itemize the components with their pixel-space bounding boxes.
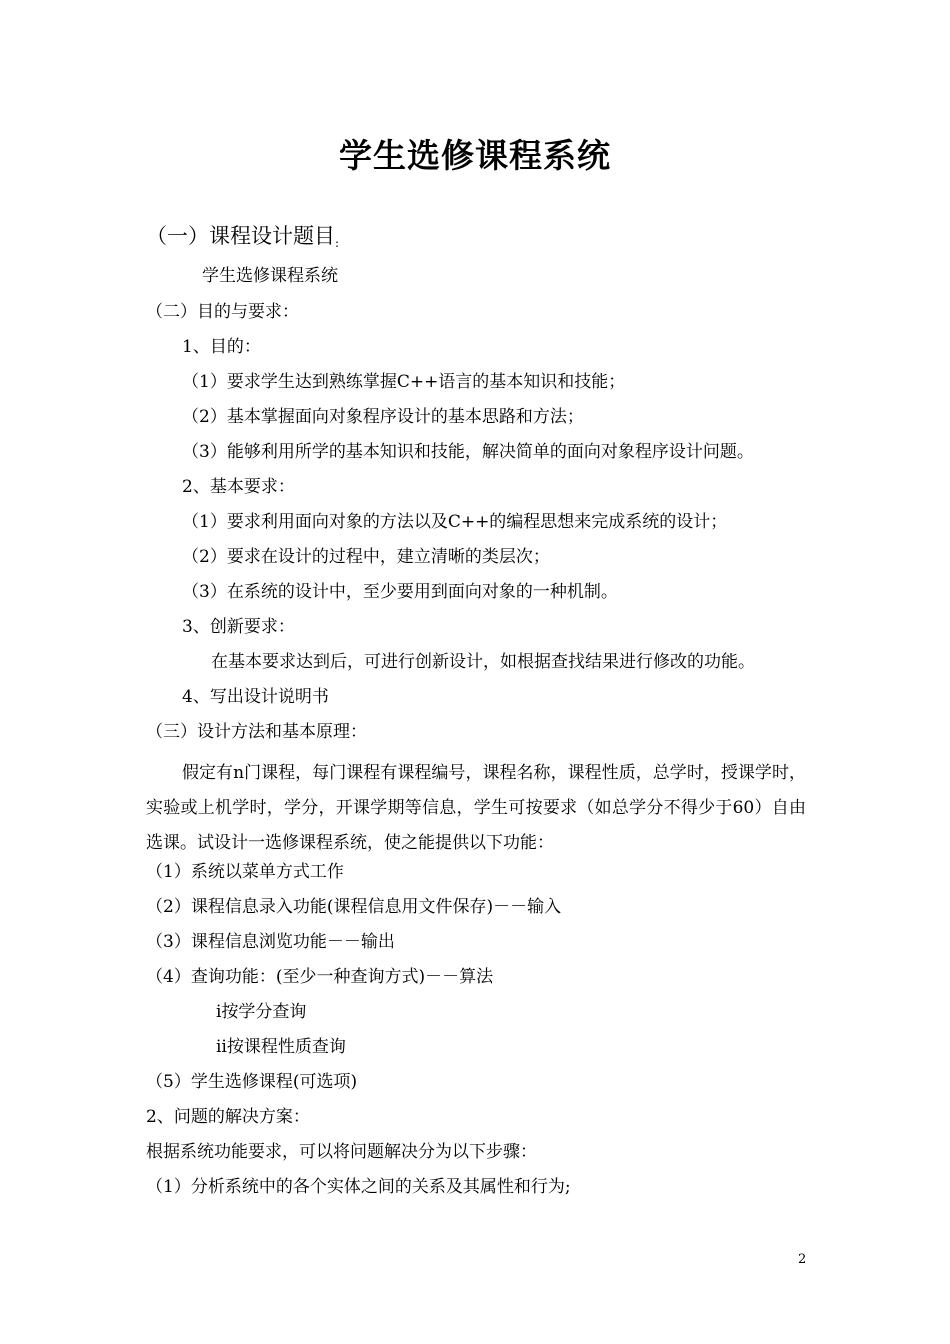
section-3-paragraph: 假定有n门课程，每门课程有课程编号，课程名称，课程性质，总学时，授课学时，实验或上机学时，学分，开课学期等信息，学生可按要求（如总学分不得少于60）自由选课。试设计一选修课程系统，使之能提供以下功能： bbox=[146, 763, 806, 853]
page-number: 2 bbox=[798, 1252, 807, 1267]
section-1-heading-text: （一）课程设计题目 bbox=[146, 224, 335, 248]
purpose-item-2: （2）基本掌握面向对象程序设计的基本思路和方法； bbox=[182, 407, 584, 427]
function-item-2: （2）课程信息录入功能(课程信息用文件保存)－－输入 bbox=[146, 897, 562, 917]
basic-item-3: （3）在系统的设计中，至少要用到面向对象的一种机制。 bbox=[182, 582, 618, 602]
function-item-4: （4）查询功能：(至少一种查询方式)－－算法 bbox=[146, 967, 494, 987]
section-1-heading bbox=[146, 224, 339, 255]
purpose-item-1: （1）要求学生达到熟练掌握C++语言的基本知识和技能； bbox=[182, 372, 626, 392]
solution-step-1: （1）分析系统中的各个实体之间的关系及其属性和行为; bbox=[146, 1177, 571, 1197]
basic-item-1: （1）要求利用面向对象的方法以及C++的编程思想来完成系统的设计； bbox=[182, 512, 728, 532]
document-title: 学生选修课程系统 bbox=[339, 136, 611, 175]
function-item-3: （3）课程信息浏览功能－－输出 bbox=[146, 932, 395, 952]
innovation-text: 在基本要求达到后，可进行创新设计，如根据查找结果进行修改的功能。 bbox=[211, 652, 755, 672]
manual-item: 4、写出设计说明书 bbox=[182, 687, 329, 707]
section-1-heading-punct: : bbox=[335, 236, 340, 250]
section-2-heading: （二）目的与要求： bbox=[146, 302, 299, 322]
function-item-5: （5）学生选修课程(可选项) bbox=[146, 1072, 358, 1092]
basic-requirements-heading: 2、基本要求： bbox=[182, 477, 295, 497]
solution-intro: 根据系统功能要求，可以将问题解决分为以下步骤： bbox=[146, 1142, 537, 1162]
query-option-2: ⅱ按课程性质查询 bbox=[216, 1037, 346, 1057]
purpose-heading: 1、目的： bbox=[182, 337, 261, 357]
section-3-heading: （三）设计方法和基本原理： bbox=[146, 722, 367, 742]
section-1-content: 学生选修课程系统 bbox=[202, 266, 338, 286]
solution-heading: 2、问题的解决方案： bbox=[146, 1107, 310, 1127]
innovation-heading: 3、创新要求： bbox=[182, 617, 295, 637]
function-item-1: （1）系统以菜单方式工作 bbox=[146, 862, 344, 882]
purpose-item-3: （3）能够利用所学的基本知识和技能，解决简单的面向对象程序设计问题。 bbox=[182, 442, 754, 462]
query-option-1: ⅰ按学分查询 bbox=[216, 1002, 307, 1022]
basic-item-2: （2）要求在设计的过程中，建立清晰的类层次； bbox=[182, 547, 550, 567]
